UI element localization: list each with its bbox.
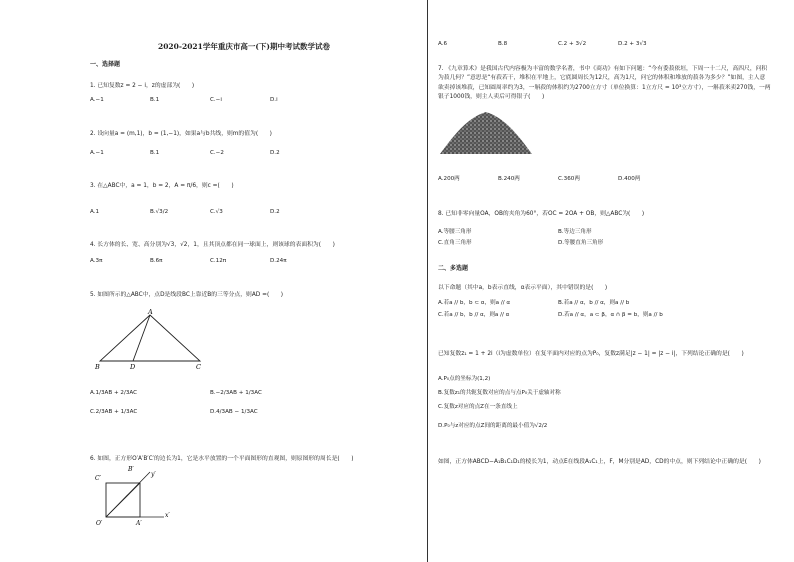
question-10-option-d: D.P₀与z对应的点Z间的距离的最小值为√2/2 xyxy=(438,423,548,429)
question-9-option-d: D.若a // α，a ⊂ β，α ∩ β = b，则a // b xyxy=(558,312,663,318)
question-8-option-d: D.等腰直角三角形 xyxy=(558,240,604,246)
question-2-option-a: A.−1 xyxy=(90,150,104,156)
question-1-stem: 1. 已知复数z = 2 − i，z的虚部为( ) xyxy=(90,83,195,89)
question-11-stem: 如图，正方体ABCD−A₁B₁C₁D₁的棱长为1，动点E在线段A₁C₁上，F，M分别是AD，CD的中点，则下列结论中正确的是( ) xyxy=(438,459,761,465)
question-6-option-c: C.2 + 3√2 xyxy=(558,41,587,47)
question-6-stem: 6. 如图，正方形O′A′B′C′的边长为1，它是水平放置的一个平面图形的直观图，则原图形的周长是( ) xyxy=(90,456,354,462)
question-4-option-b: B.6π xyxy=(150,258,163,264)
vertex-label-b: B xyxy=(95,363,100,371)
bean-pile-image xyxy=(438,108,534,158)
question-2-option-c: C.−2 xyxy=(210,150,224,156)
question-1-option-d: D.i xyxy=(270,97,278,103)
question-10-option-c: C.复数z对应的点Z在一条直线上 xyxy=(438,404,518,410)
question-5-option-d: D.4/3AB − 1/3AC xyxy=(210,409,258,415)
question-9-stem: 以下命题（其中a，b表示直线，α表示平面），其中错误的是( ) xyxy=(438,285,608,291)
triangle-abc-figure xyxy=(92,306,210,374)
diagonal-ob xyxy=(106,483,140,517)
question-3-option-d: D.2 xyxy=(270,209,280,215)
question-8-option-c: C.直角三角形 xyxy=(438,240,472,246)
vertex-label-a: A xyxy=(148,308,153,316)
question-8-stem: 8. 已知非零向量OA，OB的夹角为60°，若OC = 2OA + OB，则△ABC为( ) xyxy=(438,211,645,217)
point-label-o: O′ xyxy=(96,520,103,527)
question-6-option-b: B.8 xyxy=(498,41,508,47)
question-5-option-b: B.−2/3AB + 1/3AC xyxy=(210,390,262,396)
axis-label-y: y′ xyxy=(151,471,156,478)
oblique-square-figure xyxy=(92,462,172,528)
question-3-stem: 3. 在△ABC中，a = 1，b = 2，A = π/6，则c =( ) xyxy=(90,183,234,189)
question-9-option-b: B.若a // α，b // α，则a // b xyxy=(558,300,630,306)
question-10-stem: 已知复数z₁ = 1 + 2i（i为虚数单位）在复平面内对应的点为P₀，复数z满足|z − 1| = |z − i|，下列结论正确的是( ) xyxy=(438,351,744,357)
question-4-option-c: C.12π xyxy=(210,258,227,264)
question-4-option-d: D.24π xyxy=(270,258,287,264)
question-2-option-d: D.2 xyxy=(270,150,280,156)
question-5-stem: 5. 如图所示的△ABC中，点D是线段BC上靠近B的三等分点，则AD =( ) xyxy=(90,292,284,298)
question-1-option-c: C.−i xyxy=(210,97,222,103)
question-1-option-b: B.1 xyxy=(150,97,160,103)
question-2-stem: 2. 设向量a = (m,1)，b = (1,−1)，如果a与b共线，则m的值为( ) xyxy=(90,131,272,137)
axis-label-x: x′ xyxy=(165,512,170,519)
question-5-option-a: A.1/3AB + 2/3AC xyxy=(90,390,138,396)
section-heading-multi: 二、多选题 xyxy=(438,265,469,272)
point-label-a: A′ xyxy=(136,520,142,527)
question-1-option-a: A.−1 xyxy=(90,97,104,103)
question-7-option-b: B.240两 xyxy=(498,176,520,182)
question-8-option-a: A.等腰三角形 xyxy=(438,229,472,235)
question-6-option-d: D.2 + 3√3 xyxy=(618,41,647,47)
question-5-option-c: C.2/3AB + 1/3AC xyxy=(90,409,138,415)
point-label-d: D xyxy=(130,363,136,371)
question-3-option-a: A.1 xyxy=(90,209,100,215)
question-4-option-a: A.3π xyxy=(90,258,103,264)
question-7-option-d: D.400两 xyxy=(618,176,641,182)
question-10-option-a: A.P₀点的坐标为(1,2) xyxy=(438,376,491,382)
question-9-option-a: A.若a // b，b ⊂ α，则a // α xyxy=(438,300,511,306)
right-column xyxy=(436,0,776,562)
question-4-stem: 4. 长方体的长、宽、高分别为√3，√2，1，且其顶点都在同一球面上，则该球的表面积为( ) xyxy=(90,242,335,248)
question-7-option-a: A.200两 xyxy=(438,176,460,182)
question-7-option-c: C.360两 xyxy=(558,176,580,182)
bean-pile xyxy=(440,112,532,154)
column-divider xyxy=(427,0,428,562)
question-8-option-b: B.等边三角形 xyxy=(558,229,592,235)
point-label-c: C′ xyxy=(95,475,101,482)
left-column xyxy=(88,0,418,562)
section-heading-choice: 一、选择题 xyxy=(90,61,121,68)
question-3-option-b: B.√3/2 xyxy=(150,209,169,215)
segment-ad xyxy=(133,315,150,361)
page-title: 2020-2021学年重庆市高一(下)期中考试数学试卷 xyxy=(158,42,330,51)
question-6-option-a: A.6 xyxy=(438,41,448,47)
question-9-option-c: C.若a // b，b // α，则a // α xyxy=(438,312,510,318)
vertex-label-c: C xyxy=(196,363,201,371)
point-label-b: B′ xyxy=(128,466,134,473)
question-2-option-b: B.1 xyxy=(150,150,160,156)
question-3-option-c: C.√3 xyxy=(210,209,223,215)
question-7-stem: 7. 《九章算术》是我国古代内容极为丰富的数学名著，书中《商功》有如下问题：“今有委菽依垣，下周一十二尺，高四尺，问积为菽几何？”意思是“有菽若干，堆积在平地上，它底圆周长为12尺，高为1尺，问它的体积和堆放的菽各为多少？”如图，主人意欲卖掉该堆菽，已知圆周率约为3，一斛菽的体积约为2700立方寸（单位换算：1立方尺 = 10³立方寸），一斛菽米卖270钱，一两银子1000钱，则主人卖后可得银子( ) xyxy=(438,66,771,100)
triangle-abc xyxy=(100,315,200,361)
question-10-option-b: B.复数z₁的共轭复数对应的点与点P₀关于虚轴对称 xyxy=(438,390,561,396)
